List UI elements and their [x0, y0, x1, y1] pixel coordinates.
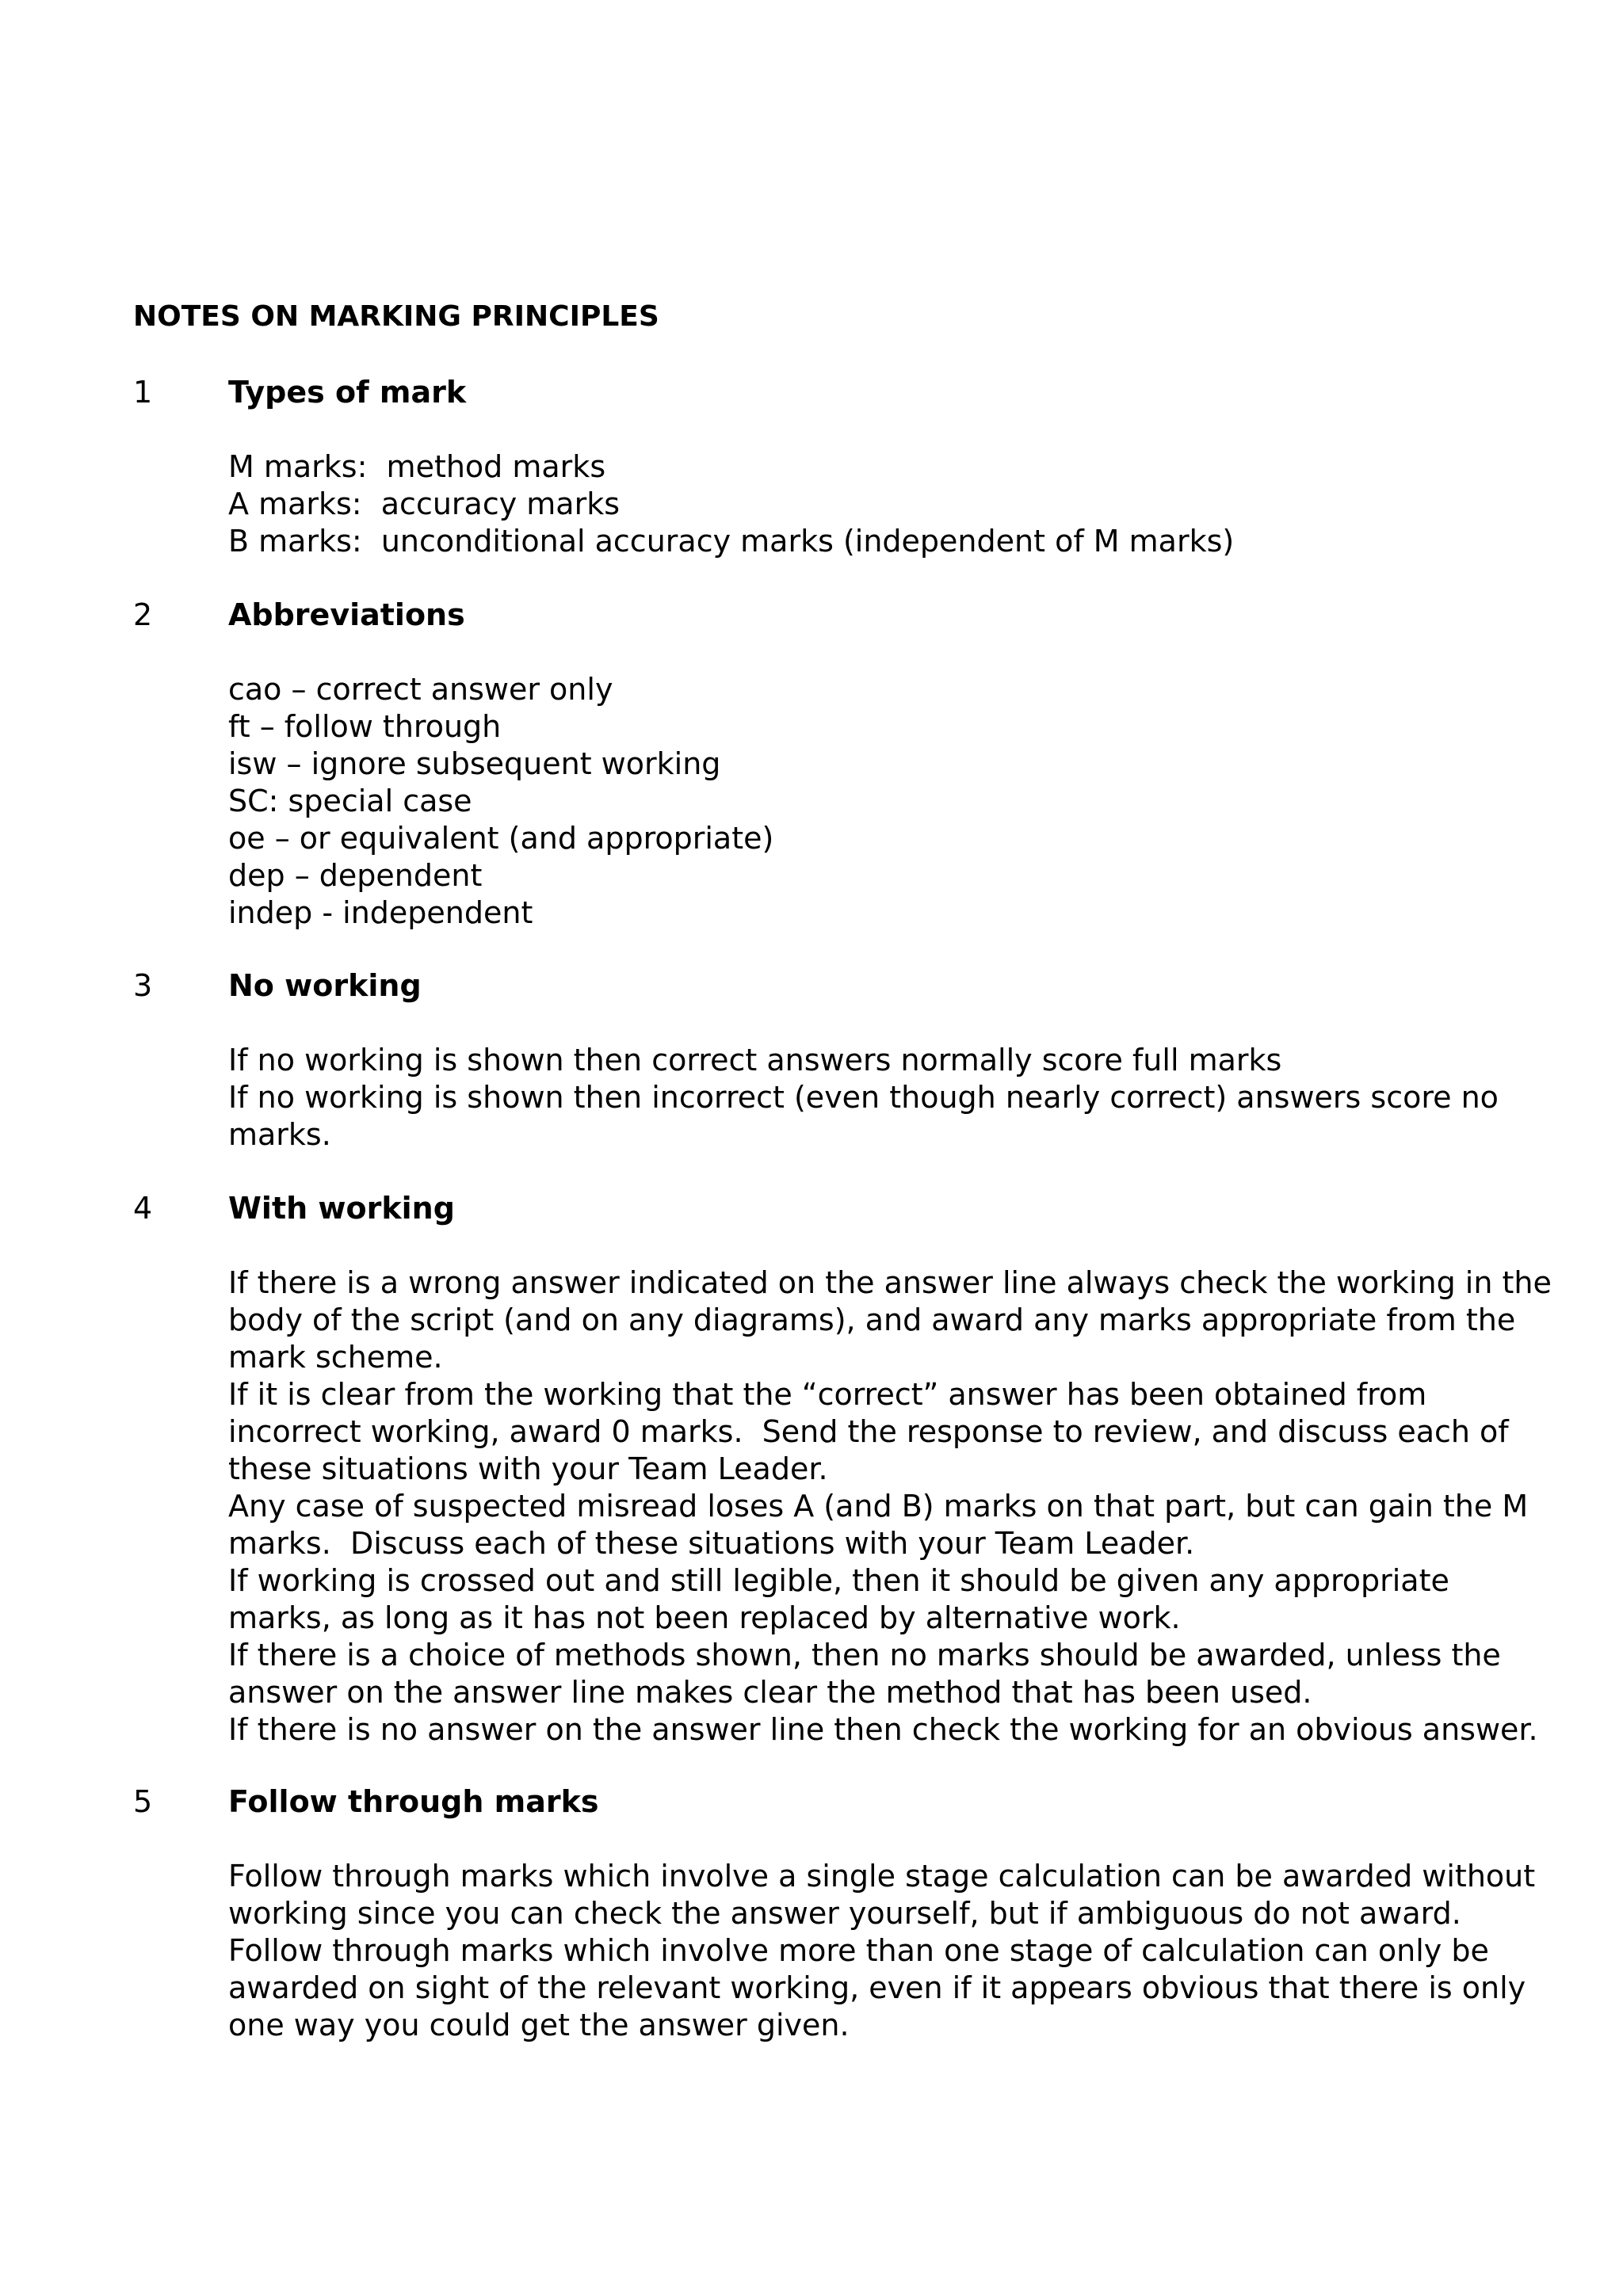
section-types-of-mark — [133, 374, 1512, 560]
body-line: If there is a choice of methods shown, then no marks should be awarded, unless the — [228, 1638, 1501, 1672]
body-line: ft – follow through — [228, 709, 502, 744]
body-line: one way you could get the answer given. — [228, 2008, 850, 2042]
section-follow-through-marks — [133, 1783, 1536, 2044]
body-line: If no working is shown then correct answers normally score full marks — [228, 1043, 1282, 1077]
body-line: dep – dependent — [228, 858, 483, 893]
section-heading — [133, 967, 1512, 1004]
body-line: answer on the answer line makes clear the method that has been used. — [228, 1675, 1312, 1710]
body-line: Any case of suspected misread loses A (and B) marks on that part, but can gain the M — [228, 1489, 1529, 1524]
body-line: If no working is shown then incorrect (even though nearly correct) answers score no — [228, 1080, 1499, 1115]
section-abbreviations — [133, 597, 1512, 932]
section-title: Abbreviations — [228, 597, 465, 632]
section-heading — [133, 1783, 1512, 1820]
body-line: B marks: unconditional accuracy marks (independent of M marks) — [228, 524, 1235, 559]
body-line: If there is a wrong answer indicated on the answer line always check the working in the — [228, 1265, 1552, 1300]
body-line: indep - independent — [228, 895, 533, 930]
body-line: awarded on sight of the relevant working, even if it appears obvious that there is only — [228, 1970, 1526, 2005]
body-line: M marks: method marks — [228, 449, 606, 484]
section-number: 4 — [133, 1191, 153, 1226]
body-line: oe – or equivalent (and appropriate) — [228, 821, 774, 856]
body-line: If there is no answer on the answer line then check the working for an obvious answer. — [228, 1712, 1538, 1747]
section-number: 3 — [133, 968, 153, 1003]
body-line: marks, as long as it has not been replaced by alternative work. — [228, 1600, 1181, 1635]
body-line: Follow through marks which involve a single stage calculation can be awarded without — [228, 1859, 1536, 1894]
body-line: If working is crossed out and still legible, then it should be given any appropriate — [228, 1563, 1449, 1598]
body-line: SC: special case — [228, 784, 472, 818]
section-no-working — [133, 967, 1512, 1154]
body-line: cao – correct answer only — [228, 672, 613, 707]
section-number: 1 — [133, 375, 153, 410]
body-line: incorrect working, award 0 marks. Send the response to review, and discuss each of — [228, 1414, 1509, 1449]
section-title: No working — [228, 968, 422, 1003]
body-line: marks. Discuss each of these situations with your Team Leader. — [228, 1526, 1195, 1561]
section-body — [228, 1858, 1536, 2044]
section-with-working — [133, 1190, 1552, 1749]
body-line: marks. — [228, 1117, 331, 1152]
body-line: mark scheme. — [228, 1340, 443, 1375]
body-line: body of the script (and on any diagrams), and award any marks appropriate from the — [228, 1302, 1516, 1337]
body-line: these situations with your Team Leader. — [228, 1451, 828, 1486]
section-body — [228, 448, 1512, 560]
page-title: NOTES ON MARKING PRINCIPLES — [133, 300, 659, 333]
section-title: Types of mark — [228, 375, 467, 410]
section-body — [228, 1042, 1512, 1154]
section-body — [228, 671, 1512, 932]
body-line: If it is clear from the working that the “correct” answer has been obtained from — [228, 1377, 1427, 1412]
body-line: working since you can check the answer yourself, but if ambiguous do not award. — [228, 1896, 1461, 1931]
section-heading — [133, 597, 1512, 633]
body-line: isw – ignore subsequent working — [228, 746, 721, 781]
body-line: A marks: accuracy marks — [228, 486, 621, 521]
section-number: 2 — [133, 597, 153, 632]
section-title: Follow through marks — [228, 1784, 599, 1819]
section-heading — [133, 1190, 1512, 1226]
body-line: Follow through marks which involve more than one stage of calculation can only be — [228, 1933, 1489, 1968]
section-heading — [133, 374, 1512, 410]
section-number: 5 — [133, 1784, 153, 1819]
section-title: With working — [228, 1191, 455, 1226]
section-body — [228, 1264, 1552, 1749]
